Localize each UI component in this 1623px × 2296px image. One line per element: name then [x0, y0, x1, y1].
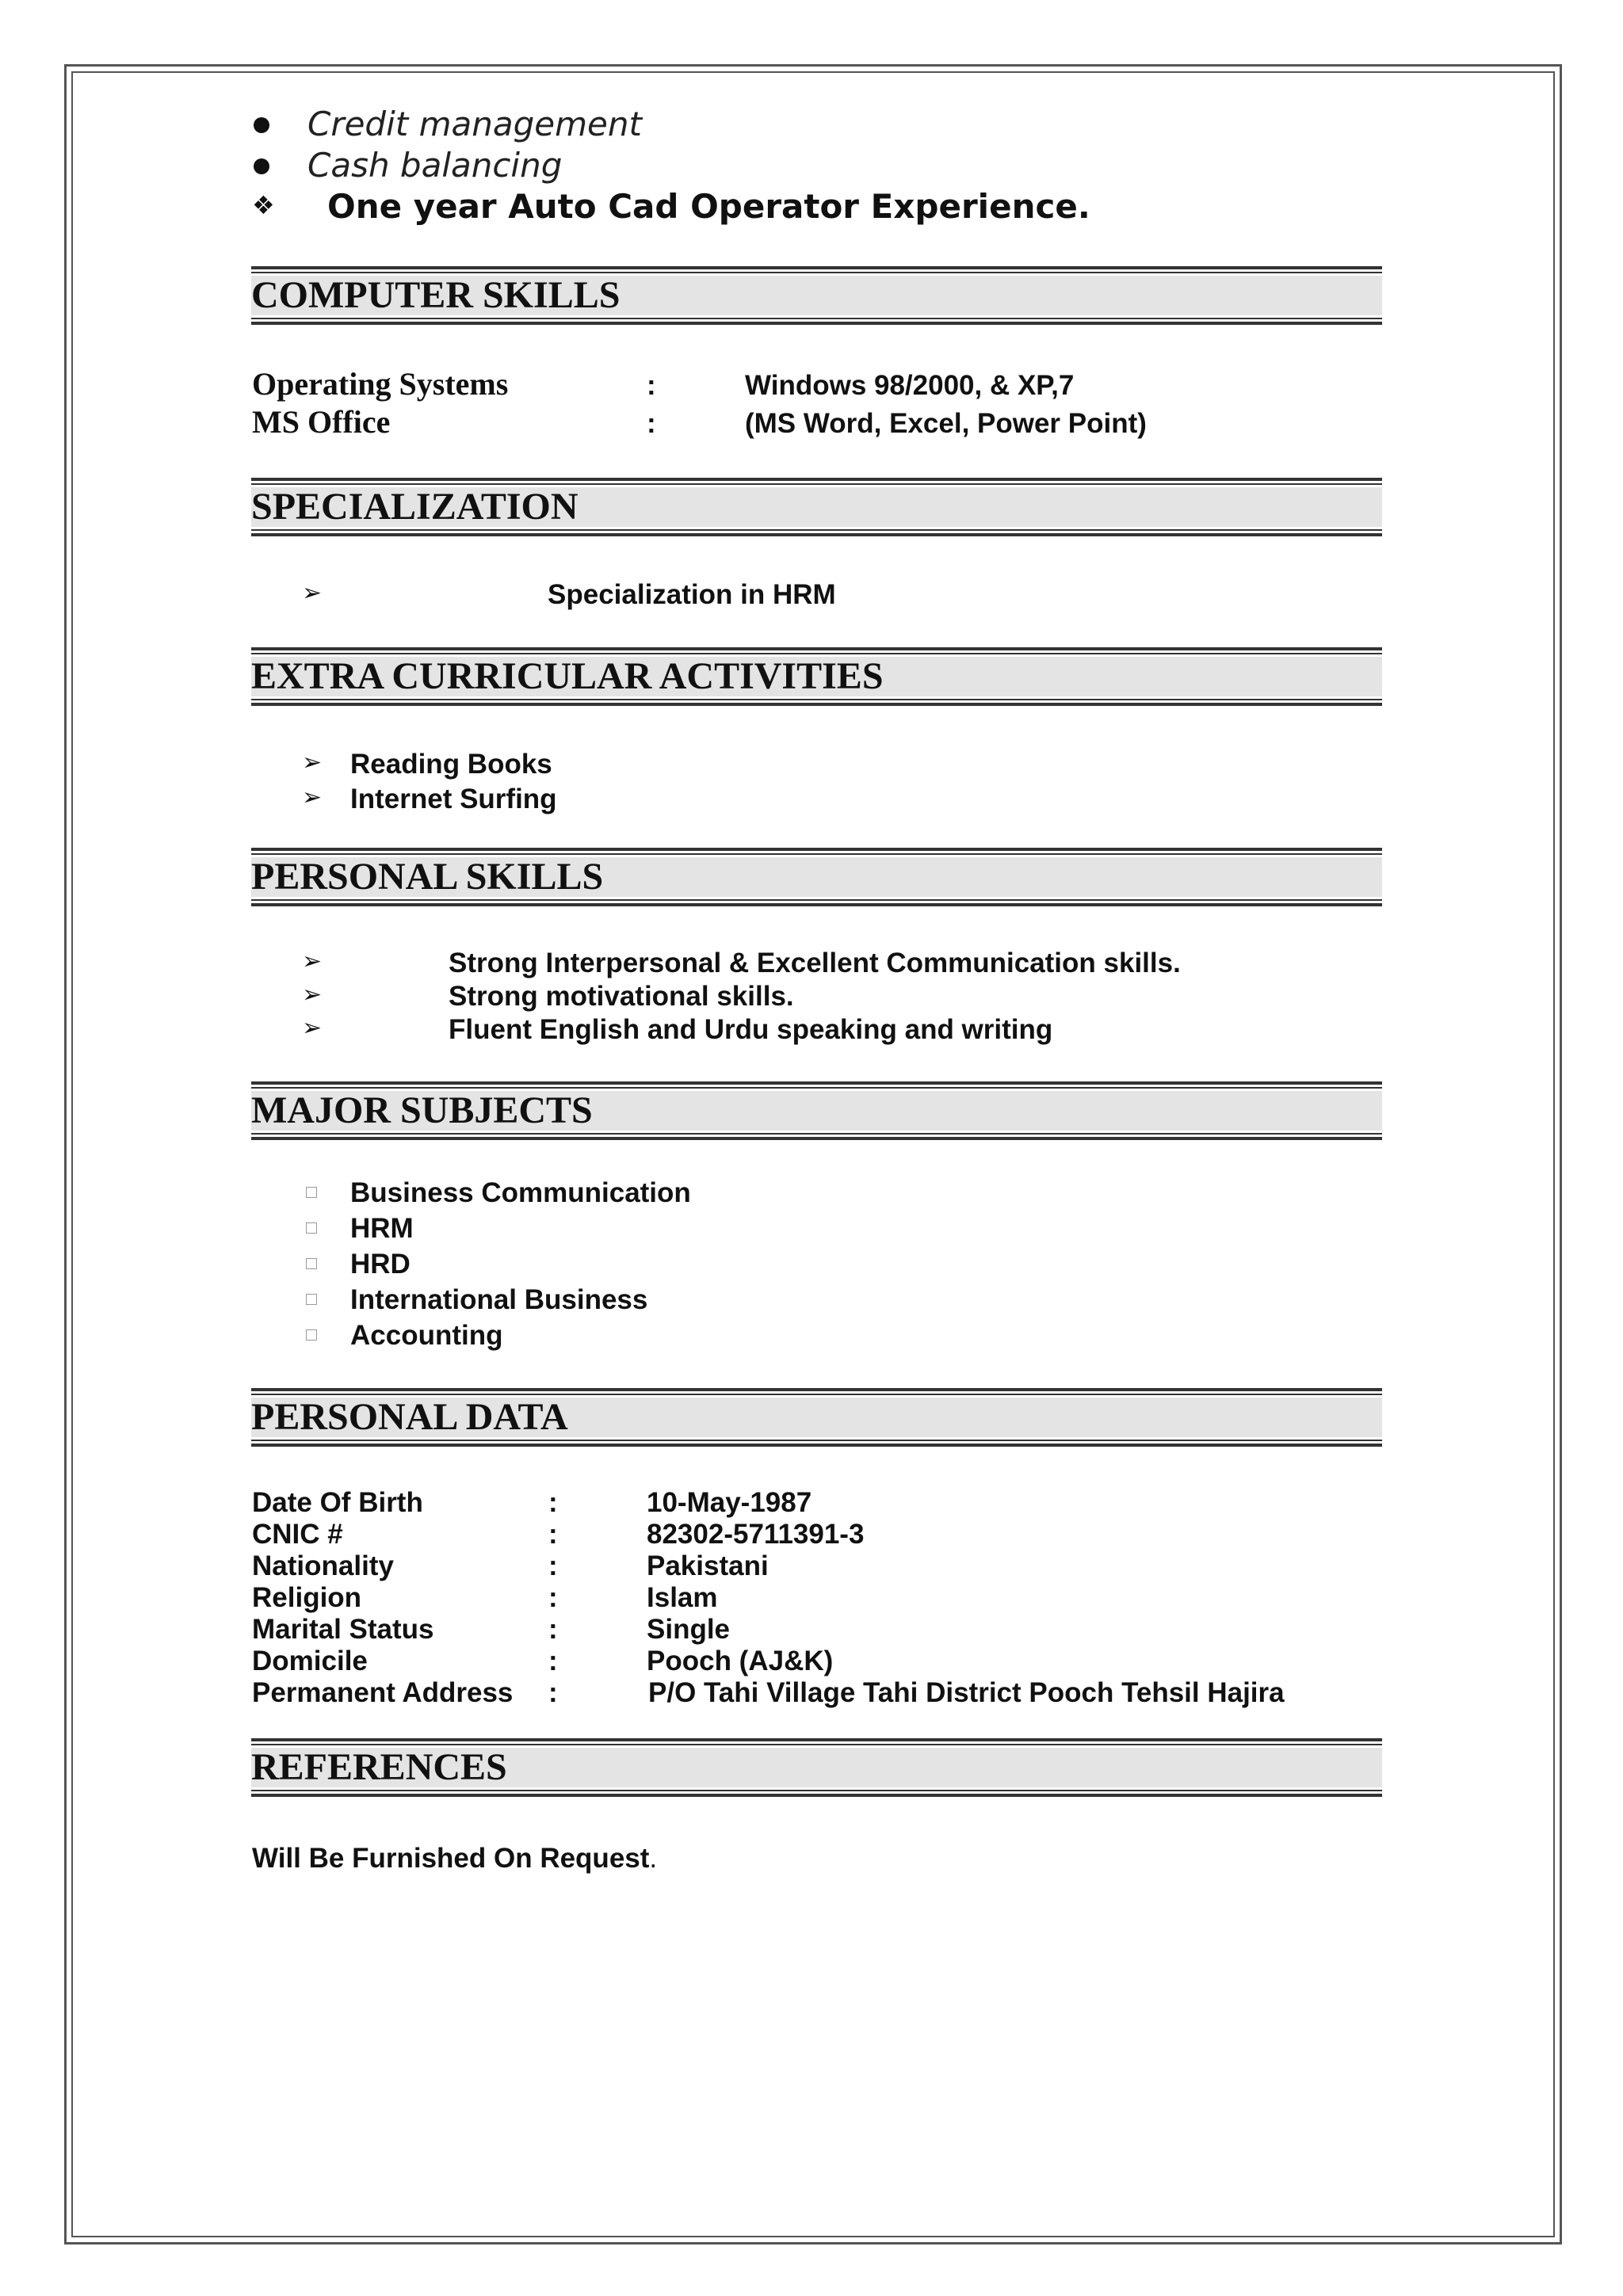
intro-bullet: Cash balancing [307, 146, 563, 185]
references-period: . [649, 1843, 658, 1874]
square-bullet-icon [306, 1222, 317, 1234]
arrow-bullet-icon: ➢ [302, 784, 323, 811]
personal-skill-item: Strong Interpersonal & Excellent Communication skills. [449, 948, 1181, 978]
data-label: Marital Status [252, 1614, 434, 1645]
data-value: Pooch (AJ&K) [647, 1646, 834, 1676]
references-text [252, 1843, 657, 1875]
data-separator: : [548, 1582, 558, 1613]
square-bullet-icon [306, 1258, 317, 1269]
section-header-references [251, 1738, 1382, 1797]
data-label: Permanent Address [252, 1677, 514, 1708]
intro-highlight: One year Auto Cad Operator Experience. [327, 187, 1090, 226]
activity-item: Internet Surfing [350, 784, 557, 814]
section-title: EXTRA CURRICULAR ACTIVITIES [251, 655, 884, 697]
data-value: 10-May-1987 [647, 1487, 812, 1518]
section-title: SPECIALIZATION [251, 486, 579, 528]
skill-label: Operating Systems [252, 366, 509, 402]
section-title: REFERENCES [251, 1746, 507, 1788]
data-value: Islam [647, 1582, 718, 1613]
data-label: Religion [252, 1582, 362, 1613]
arrow-bullet-icon: ➢ [302, 579, 323, 607]
data-value: 82302-5711391-3 [647, 1519, 865, 1550]
intro-bullet: Credit management [307, 105, 642, 143]
data-label: CNIC # [252, 1519, 343, 1550]
subject-item: Business Communication [350, 1177, 691, 1208]
section-title: PERSONAL SKILLS [251, 856, 604, 898]
subject-item: International Business [350, 1284, 648, 1315]
skill-separator: : [647, 408, 656, 439]
section-header-personal-data [251, 1388, 1382, 1447]
data-value: Single [647, 1614, 731, 1645]
references-text-bold: Will Be Furnished On Request [252, 1843, 650, 1874]
subject-item: Accounting [350, 1320, 503, 1351]
data-label: Date Of Birth [252, 1487, 423, 1518]
section-title: PERSONAL DATA [251, 1396, 568, 1438]
section-header-computer-skills [251, 266, 1382, 325]
square-bullet-icon [306, 1329, 317, 1341]
personal-skill-item: Strong motivational skills. [449, 981, 794, 1012]
section-header-major-subjects [251, 1081, 1382, 1140]
data-separator: : [548, 1646, 558, 1676]
data-separator: : [548, 1550, 558, 1581]
skill-separator: : [647, 370, 656, 401]
square-bullet-icon [306, 1187, 317, 1198]
bullet-dot [254, 117, 269, 133]
data-separator: : [548, 1677, 558, 1708]
specialization-item: Specialization in HRM [548, 579, 836, 610]
skill-label: MS Office [252, 404, 391, 440]
skill-value: (MS Word, Excel, Power Point) [745, 408, 1147, 439]
square-bullet-icon [306, 1294, 317, 1305]
data-separator: : [548, 1519, 558, 1550]
subject-item: HRM [350, 1213, 414, 1244]
arrow-bullet-icon: ➢ [302, 1014, 323, 1042]
personal-skill-item: Fluent English and Urdu speaking and writing [449, 1014, 1053, 1045]
data-separator: : [548, 1614, 558, 1645]
section-title: MAJOR SUBJECTS [251, 1089, 593, 1131]
section-header-personal-skills [251, 848, 1382, 906]
diamond-bullet-icon: ❖ [252, 190, 275, 220]
subject-item: HRD [350, 1249, 411, 1280]
arrow-bullet-icon: ➢ [302, 749, 323, 776]
arrow-bullet-icon: ➢ [302, 981, 323, 1009]
data-value: P/O Tahi Village Tahi District Pooch Tehsil Hajira [648, 1677, 1285, 1708]
bullet-dot [254, 158, 269, 174]
activity-item: Reading Books [350, 749, 552, 780]
section-header-extra-curricular [251, 647, 1382, 706]
data-label: Domicile [252, 1646, 368, 1676]
arrow-bullet-icon: ➢ [302, 948, 323, 975]
data-value: Pakistani [647, 1550, 769, 1581]
section-title: COMPUTER SKILLS [251, 274, 621, 316]
data-separator: : [548, 1487, 558, 1518]
section-header-specialization [251, 478, 1382, 536]
skill-value: Windows 98/2000, & XP,7 [745, 370, 1075, 401]
data-label: Nationality [252, 1550, 394, 1581]
